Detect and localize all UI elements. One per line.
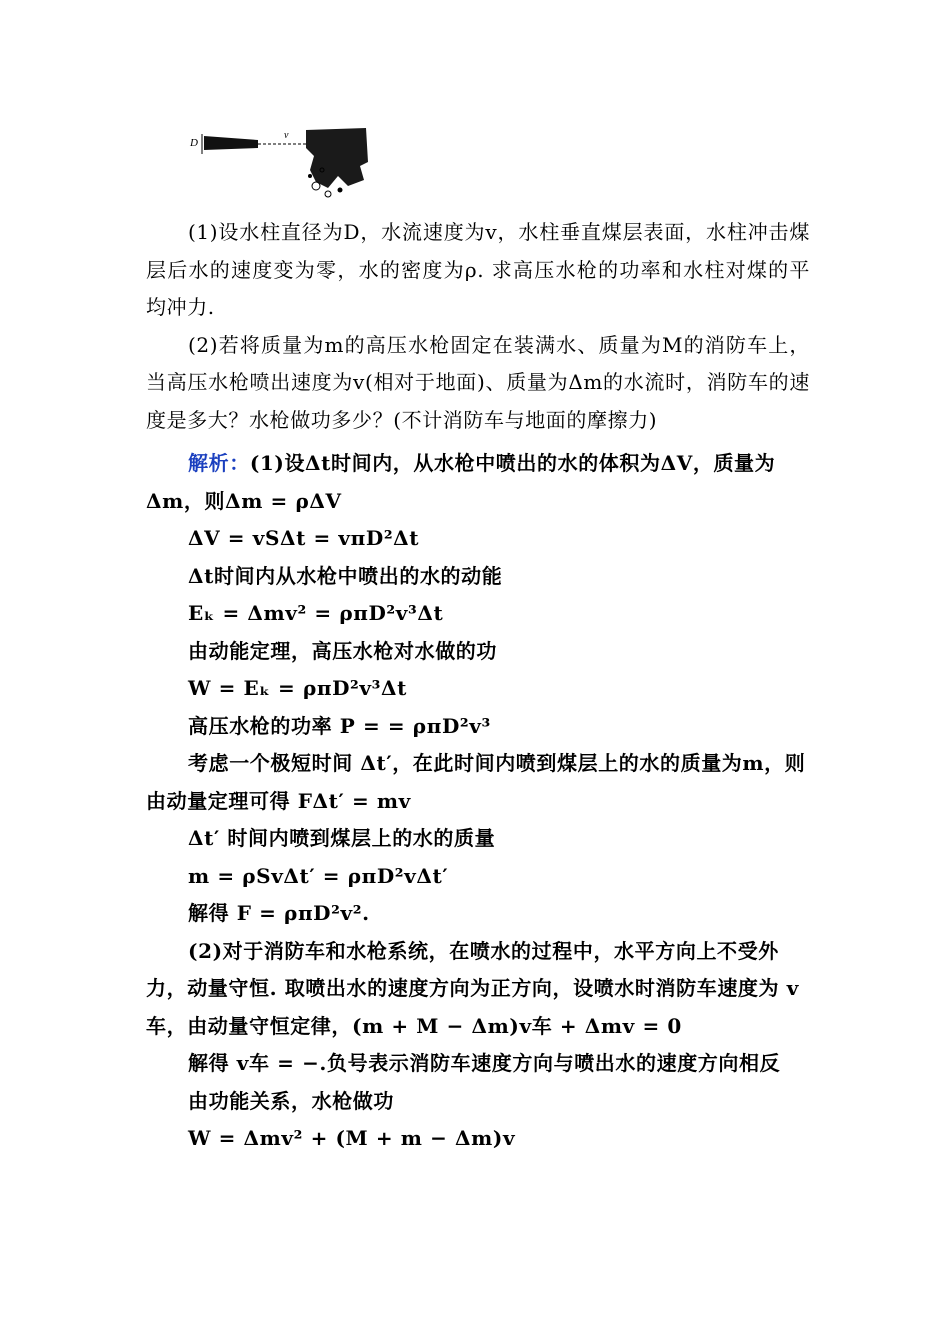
solution-label: 解析： <box>188 451 250 475</box>
solution-line: Δt时间内从水枪中喷出的水的动能 <box>188 563 503 588</box>
solution-line: 由功能关系，水枪做功 <box>188 1088 394 1113</box>
solution-line: W = Δmv² + (M + m − Δm)v <box>188 1126 516 1150</box>
solution-intro-text: (1)设Δt时间内，从水枪中喷出的水的体积为ΔV，质量为Δm，则Δm = ρΔV <box>146 451 776 513</box>
solution-line: 由动能定理，高压水枪对水做的功 <box>188 638 497 663</box>
diameter-label: D <box>190 137 198 149</box>
solution-line: m = ρSvΔt′ = ρπD²vΔt′ <box>188 863 449 888</box>
solution-paragraph-4: 解得 v车 = −.负号表示消防车速度方向与喷出水的速度方向相反 <box>188 1051 781 1075</box>
water-jet-figure <box>188 126 370 200</box>
text-content <box>146 214 810 1158</box>
solution-line: W = Eₖ = ρπD²v³Δt <box>188 676 407 700</box>
solution-line: ΔV = vSΔt = vπD²Δt <box>188 526 420 550</box>
solution-paragraph-3: (2)对于消防车和水枪系统，在喷水的过程中，水平方向上不受外力，动量守恒. 取喷出水的速度方向为正方向，设喷水时消防车速度为 v车，由动量守恒定律，(m + M − Δm)v车 + Δmv = 0 <box>146 938 799 1038</box>
problem-part-2: (2)若将质量为m的高压水枪固定在装满水、质量为M的消防车上，当高压水枪喷出速度为v(相对于地面)、质量为Δm的水流时，消防车的速度是多大？水枪做功多少？(不计消防车与地面的摩擦力) <box>146 332 810 432</box>
problem-part-1: (1)设水柱直径为D，水流速度为v，水柱垂直煤层表面，水柱冲击煤层后水的速度变为零，水的密度为ρ. 求高压水枪的功率和水柱对煤的平均冲力. <box>146 220 810 319</box>
solution-line: 高压水枪的功率 P = = ρπD²v³ <box>188 713 491 738</box>
velocity-label: v <box>284 130 289 141</box>
solution-line: Δt′ 时间内喷到煤层上的水的质量 <box>188 826 496 850</box>
solution-intro <box>146 445 810 520</box>
solution-line: Eₖ = Δmv² = ρπD²v³Δt <box>188 601 444 625</box>
solution-paragraph-2: 考虑一个极短时间 Δt′，在此时间内喷到煤层上的水的质量为m，则由动量定理可得 FΔt′ = mv <box>146 751 806 813</box>
solution-line: 解得 F = ρπD²v². <box>188 901 370 925</box>
